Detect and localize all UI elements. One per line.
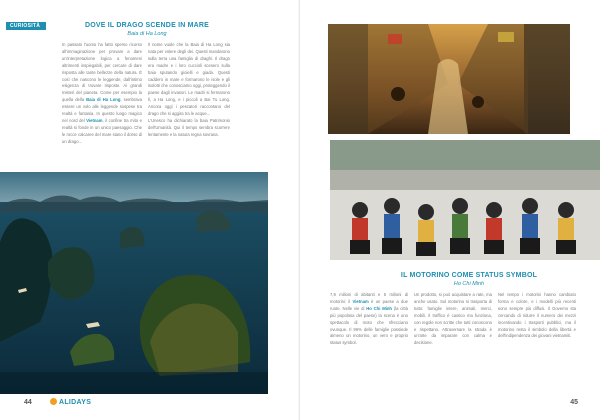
paragraph: Un prodotto, si può acquistare a rate, ma anche usato. Sul motorino si trasporta di tutto: famiglie intere, animali, merci, mobili. Il traffico è caotico ma funziona, con regole non scritte che tutti conoscono e rispettano. Attraversare la strada è un'arte da imparare con calma e decisione. (414, 292, 492, 346)
page-number-right: 45 (570, 399, 578, 406)
logo-text: ALIDAYS (59, 399, 92, 406)
paragraph: 7,9 milioni di abitanti e 5 milioni di motorini: il (330, 292, 408, 304)
halong-bay-photo (0, 172, 268, 394)
paragraph: è un paese a due ruote. Nelle vie di (330, 298, 408, 311)
street-photo (328, 24, 570, 134)
logo-icon (50, 398, 57, 405)
text-column-1 (62, 42, 142, 146)
paragraph: In passato l'uomo ha fatto sperso ricorso all'immaginazione per provare a dare un'interpretazione logica a fenomeni altrimenti inspiegabili, per cercare di dare risposta alle tante bellezze della natura. È così che nascono le leggende, dall'intimo esigenza di trovare risposte. Ai grandi misteri del pianeta. Come per esempio la quella della (62, 42, 142, 103)
paragraph: , il confine tra mito e realtà si fonde in un unico paesaggio. Che le rocce calcaree del mare siano il dorso di un drago... (62, 117, 142, 144)
text-column-3 (498, 292, 576, 340)
motorbike-traffic-photo (330, 140, 600, 260)
paragraph: , sembrava essere un volo alle leggende sospese tra realtà e fantasia. In questo luogo magico nel nord del (62, 97, 142, 123)
section-title: IL MOTORINO COME STATUS SYMBOL (400, 272, 538, 279)
highlight-text: Vietnam (352, 298, 369, 304)
article-subtitle: Baia di Ha Long (127, 31, 167, 37)
paragraph: (la città più popolosa del paese) la scena è uno spettacolo di moto che sfrecciano ovunque. Il 96% delle famiglie possiede almeno un motorino, un vero e proprio status symbol. (330, 305, 408, 346)
text-column-1 (330, 292, 408, 347)
highlight-text: Ho Chi Minh (366, 305, 392, 311)
highlight-text: Vietnam (86, 117, 103, 123)
text-column-2 (148, 42, 230, 139)
text-column-2 (414, 292, 492, 347)
paragraph: L'Unesco ha dichiarato la baia Patrimonio dell'Umanità. Qui il tempo sembra scorrere lentamente e la natura regna sovrana. (148, 117, 230, 137)
page-number-left: 44 (24, 399, 32, 406)
right-page (300, 0, 600, 420)
publisher-logo (50, 398, 91, 406)
category-tag: CURIOSITÀ (6, 22, 46, 30)
paragraph: Il nome vuole che la Baia di Ha Long sia nata per volere degli dei. Questi mandarono sulla terra una famiglia di draghi. Il drago era madre e i loro cuccioli scesero sulla baia sputando gioielli e giada. Questi caddero in mare e formarono le isole e gli isolotti che conosciamo oggi, proteggendo il paese dagli invasori. Le madri si fermarono lì, a Ha Long, e i piccoli a Bai Tu Long. Ancora oggi i pescatori raccontano del drago che si aggira tra le acque... (148, 42, 230, 117)
paragraph: Nel tempo i motorini hanno cambiato forma e colore, e i modelli più recenti sono sempre più diffusi. Il Governo sta cercando di ridurre il numero dei mezzi incentivando i trasporti pubblici, ma il motorino resta il simbolo della libertà e dell'indipendenza dei giovani vietnamiti. (498, 292, 576, 339)
article-title: DOVE IL DRAGO SCENDE IN MARE (84, 22, 210, 29)
section-subtitle: Ho Chi Minh (453, 281, 485, 287)
highlight-text: Baia di Ha Long (86, 97, 121, 103)
